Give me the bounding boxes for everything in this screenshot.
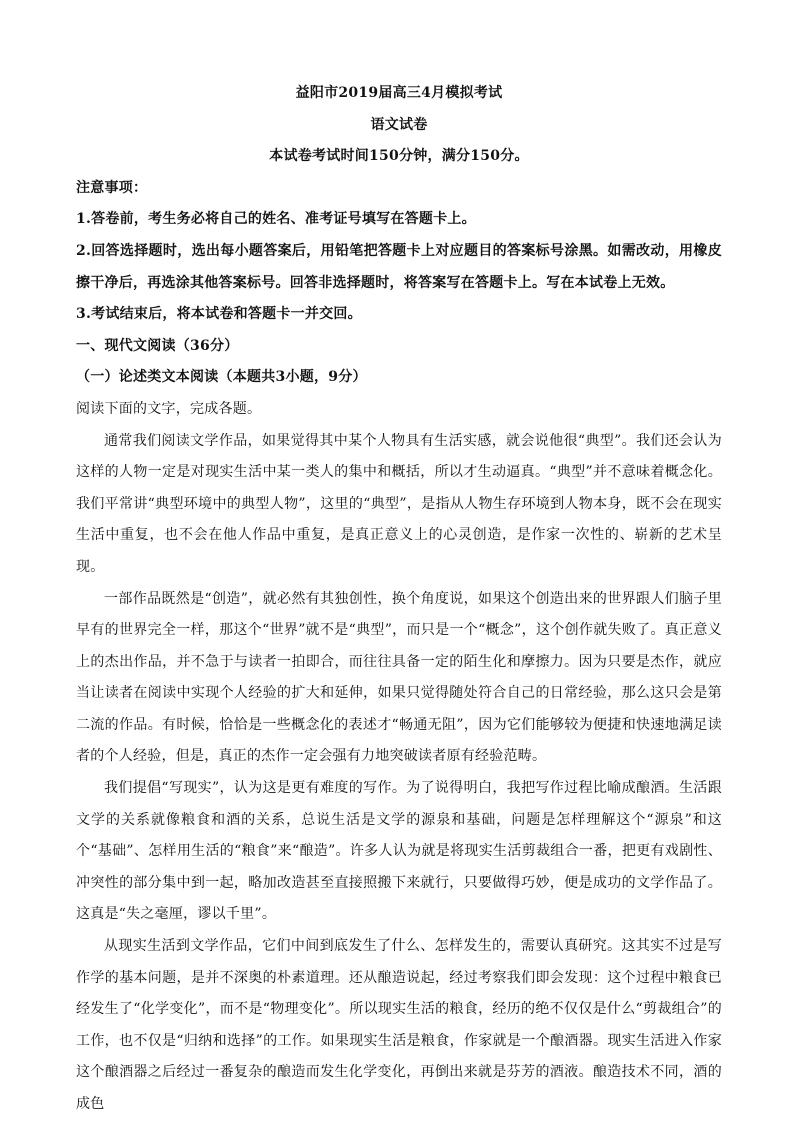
exam-title: 益阳市2019届高三4月模拟考试	[295, 85, 503, 101]
exam-time-note: 本试卷考试时间150分钟，满分150分。	[269, 148, 529, 165]
notice-heading: 注意事项：	[76, 179, 148, 196]
body-paragraph-2: 一部作品既然是“创造”，就必然有其独创性，换个角度说，如果这个创造出来的世界跟人们脑子里早有的世界完全一样，那这个“世界”就不是“典型”，而只是一个“概念”，这个创作就失败了。真正意义上的杰出作品，并不急于与读者一拍即合，而往往具备一定的陌生化和摩擦力。因为只要是杰作，就应当让读者在阅读中实现个人经验的扩大和延伸，如果只觉得随处符合自己的日常经验，那么这只会是第二流的作品。有时候，恰恰是一些概念化的表述才“畅通无阻”，因为它们能够较为便捷和快速地满足读者的个人经验，但是，真正的杰作一定会强有力地突破读者原有经验范畴。	[76, 590, 722, 765]
body-paragraph-4: 从现实生活到文学作品，它们中间到底发生了什么、怎样发生的，需要认真研究。这其实不过是写作学的基本问题，是并不深奥的朴素道理。还从酿造说起，经过考察我们即会发现：这个过程中粮食已经发生了“化学变化”，而不是“物理变化”。所以现实生活的粮食，经历的绝不仅仅是什么“剪裁组合”的工作，也不仅是“归纳和选择”的工作。如果现实生活是粮食，作家就是一个酿酒器。现实生活进入作家这个酿酒器之后经过一番复杂的酿造而发生化学变化，再倒出来就是芬芳的酒液。酿造技术不同，酒的成色	[76, 938, 722, 1112]
reading-instruction: 阅读下面的文字，完成各题。	[76, 400, 262, 417]
exam-subject: 语文试卷	[370, 116, 428, 133]
body-paragraph-3: 我们提倡“写现实”，认为这是更有难度的写作。为了说得明白，我把写作过程比喻成酿酒。生活跟文学的关系就像粮食和酒的关系，总说生活是文学的源泉和基础，问题是怎样理解这个“源泉”和这个“基础”、怎样用生活的“粮食”来“酿造”。许多人认为就是将现实生活剪裁组合一番，把更有戏剧性、冲突性的部分集中到一起，略加改造甚至直接照搬下来就行，只要做得巧妙，便是成功的文学作品了。这真是“失之毫厘，谬以千里”。	[76, 780, 722, 923]
body-paragraph-1: 通常我们阅读文学作品，如果觉得其中某个人物具有生活实感，就会说他很“典型”。我们还会认为这样的人物一定是对现实生活中某一类人的集中和概括，所以才生动逼真。“典型”并不意味着概念化。我们平常讲“典型环境中的典型人物”，这里的“典型”，是指从人物生存环境到人物本身，既不会在现实生活中重复，也不会在他人作品中重复，是真正意义上的心灵创造，是作家一次性的、崭新的艺术呈现。	[76, 432, 722, 575]
notice-item-1: 1.答卷前，考生务必将自己的姓名、准考证号填写在答题卡上。	[76, 211, 476, 228]
notice-item-3: 3.考试结束后，将本试卷和答题卡一并交回。	[76, 306, 362, 323]
section-heading: 一、现代文阅读（36分）	[76, 337, 239, 354]
section-sub-heading: （一）论述类文本阅读（本题共3小题，9分）	[76, 369, 367, 386]
notice-item-2: 2.回答选择题时，选出每小题答案后，用铅笔把答题卡上对应题目的答案标号涂黑。如需改动，用橡皮擦干净后，再选涂其他答案标号。回答非选择题时，将答案写在答题卡上。写在本试卷上无效。	[76, 242, 722, 291]
